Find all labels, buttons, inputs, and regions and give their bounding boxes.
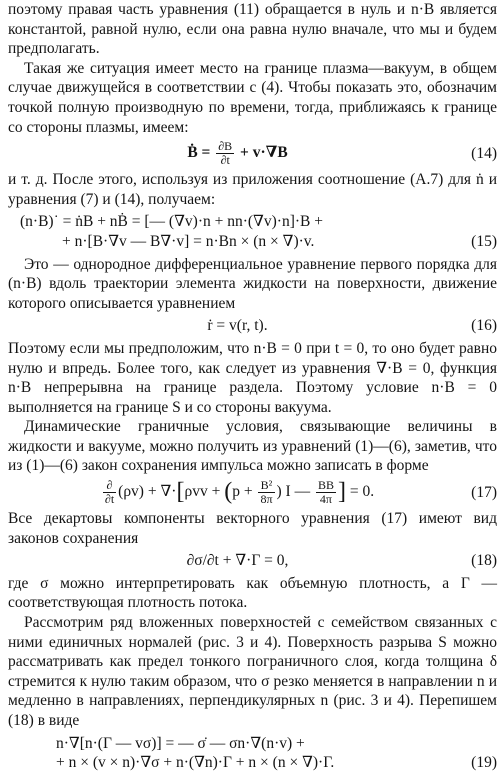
- eq17-deriv: [103, 479, 116, 506]
- eq15-label: (15): [471, 232, 497, 250]
- eq19-label: (19): [471, 754, 497, 772]
- equation-14: [8, 140, 497, 167]
- eq17-deriv-den: ∂t: [104, 492, 115, 507]
- eq19-line1: n·∇[n·(Γ — vσ)] = — σ̇ — σn·∇(n·v) +: [56, 734, 305, 752]
- equation-16: [8, 316, 497, 336]
- eq17-part5: = 0.: [345, 483, 375, 501]
- equation-17: [8, 479, 497, 506]
- eq17-part2: ρvv +: [184, 483, 225, 501]
- paragraph-1: поэтому правая часть уравнения (11) обращается в нуль и n·B является константой, равной нулю, если она равна нулю вначале, что мы и будем предполагать.: [8, 1, 497, 58]
- eq16-label: (16): [471, 317, 497, 335]
- eq17-paren-open: (: [224, 478, 233, 505]
- eq17-bracket-close: ]: [337, 478, 346, 505]
- eq14-num: ∂B: [218, 139, 233, 154]
- eq17-part4: ) I —: [276, 483, 314, 501]
- eq15-line2: + n·[B·∇v — B∇·v] = n·Bn × (n × ∇)·v.: [62, 232, 315, 250]
- paragraph-5: Поэтому если мы предположим, что n·B = 0 при t = 0, то оно будет равно нулю и впредь. Более того, как следует из уравнения ∇·B = 0, функция n·B непрерывна на границе раздела. Поэтому условие n·B = 0 выполняется на границе S и со стороны вакуума.: [8, 339, 497, 416]
- eq17-bb-frac: [316, 479, 336, 506]
- eq14-rhs: + v·∇B: [236, 144, 288, 162]
- eq14-fraction: [216, 140, 234, 167]
- paragraph-7: Все декартовы компоненты векторного уравнения (17) имеют вид законов сохранения: [8, 510, 497, 547]
- eq17-part1: (ρv) + ∇·: [118, 483, 177, 501]
- equation-19: [8, 734, 497, 773]
- eq17-part3: p +: [232, 483, 257, 501]
- eq16-body: ṙ = v(r, t).: [207, 317, 268, 335]
- paragraph-4: Это — однородное дифференциальное уравнение первого порядка для (n·B) вдоль траектории элемента жидкости на поверхности, движение которого описывается уравнением: [8, 255, 497, 312]
- eq17-b-den: 8π: [260, 492, 273, 507]
- eq14-lhs: Ḃ =: [187, 144, 215, 162]
- eq17-b-num: B²: [258, 479, 274, 493]
- eq14-label: (14): [471, 144, 497, 162]
- paragraph-8: где σ можно интерпретировать как объемную плотность, а Γ — соответствующая плотность потока.: [8, 574, 497, 612]
- eq17-bb-num: BB: [317, 478, 334, 493]
- paragraph-2: Такая же ситуация имеет место на границе плазма—вакуум, в общем случае движущейся в соответствии с (4). Чтобы показать это, обозначим точкой полную производную по времени, тогда, приближаясь к границе со стороны плазмы, имеем:: [8, 59, 497, 136]
- eq14-den: ∂t: [220, 153, 230, 168]
- eq17-label: (17): [471, 483, 497, 501]
- eq18-body: ∂σ/∂t + ∇·Γ = 0,: [186, 552, 289, 570]
- eq17-bb-den: 4π: [319, 492, 332, 507]
- paragraph-9: Рассмотрим ряд вложенных поверхностей с семейством связанных с ними единичных нормалей (рис. 3 и 4). Поверхность разрыва S можно рассматривать как предел тонкого пограничного слоя, когда толщина δ стремится к нулю таким образом, что σ резко меняется в направлении n и медленно в направлениях, перпендикулярных n (рис. 3 и 4). Перепишем (18) в виде: [8, 614, 497, 729]
- equation-18: [8, 551, 497, 571]
- eq17-bracket-open: [: [176, 478, 185, 505]
- eq18-label: (18): [471, 552, 497, 570]
- equation-15: [8, 212, 497, 251]
- paragraph-3: и т. д. После этого, используя из приложения соотношение (А.7) для ṅ и уравнения (7) и (14), получаем:: [8, 171, 497, 208]
- eq17-deriv-num: ∂: [103, 479, 116, 493]
- eq17-b-frac: [258, 479, 274, 506]
- eq19-line2: + n × (v × n)·∇σ + n·(∇n)·Γ + n × (n × ∇)·Γ.: [56, 754, 335, 772]
- paragraph-6: Динамические граничные условия, связывающие величины в жидкости и вакууме, можно получить из уравнений (1)—(6), заметив, что из (1)—(6) закон сохранения импульса можно записать в форме: [8, 418, 497, 475]
- eq15-line1: (n·B)˙ = ṅB + nḂ = [— (∇v)·n + nn·(∇v)·n]·B +: [20, 213, 323, 231]
